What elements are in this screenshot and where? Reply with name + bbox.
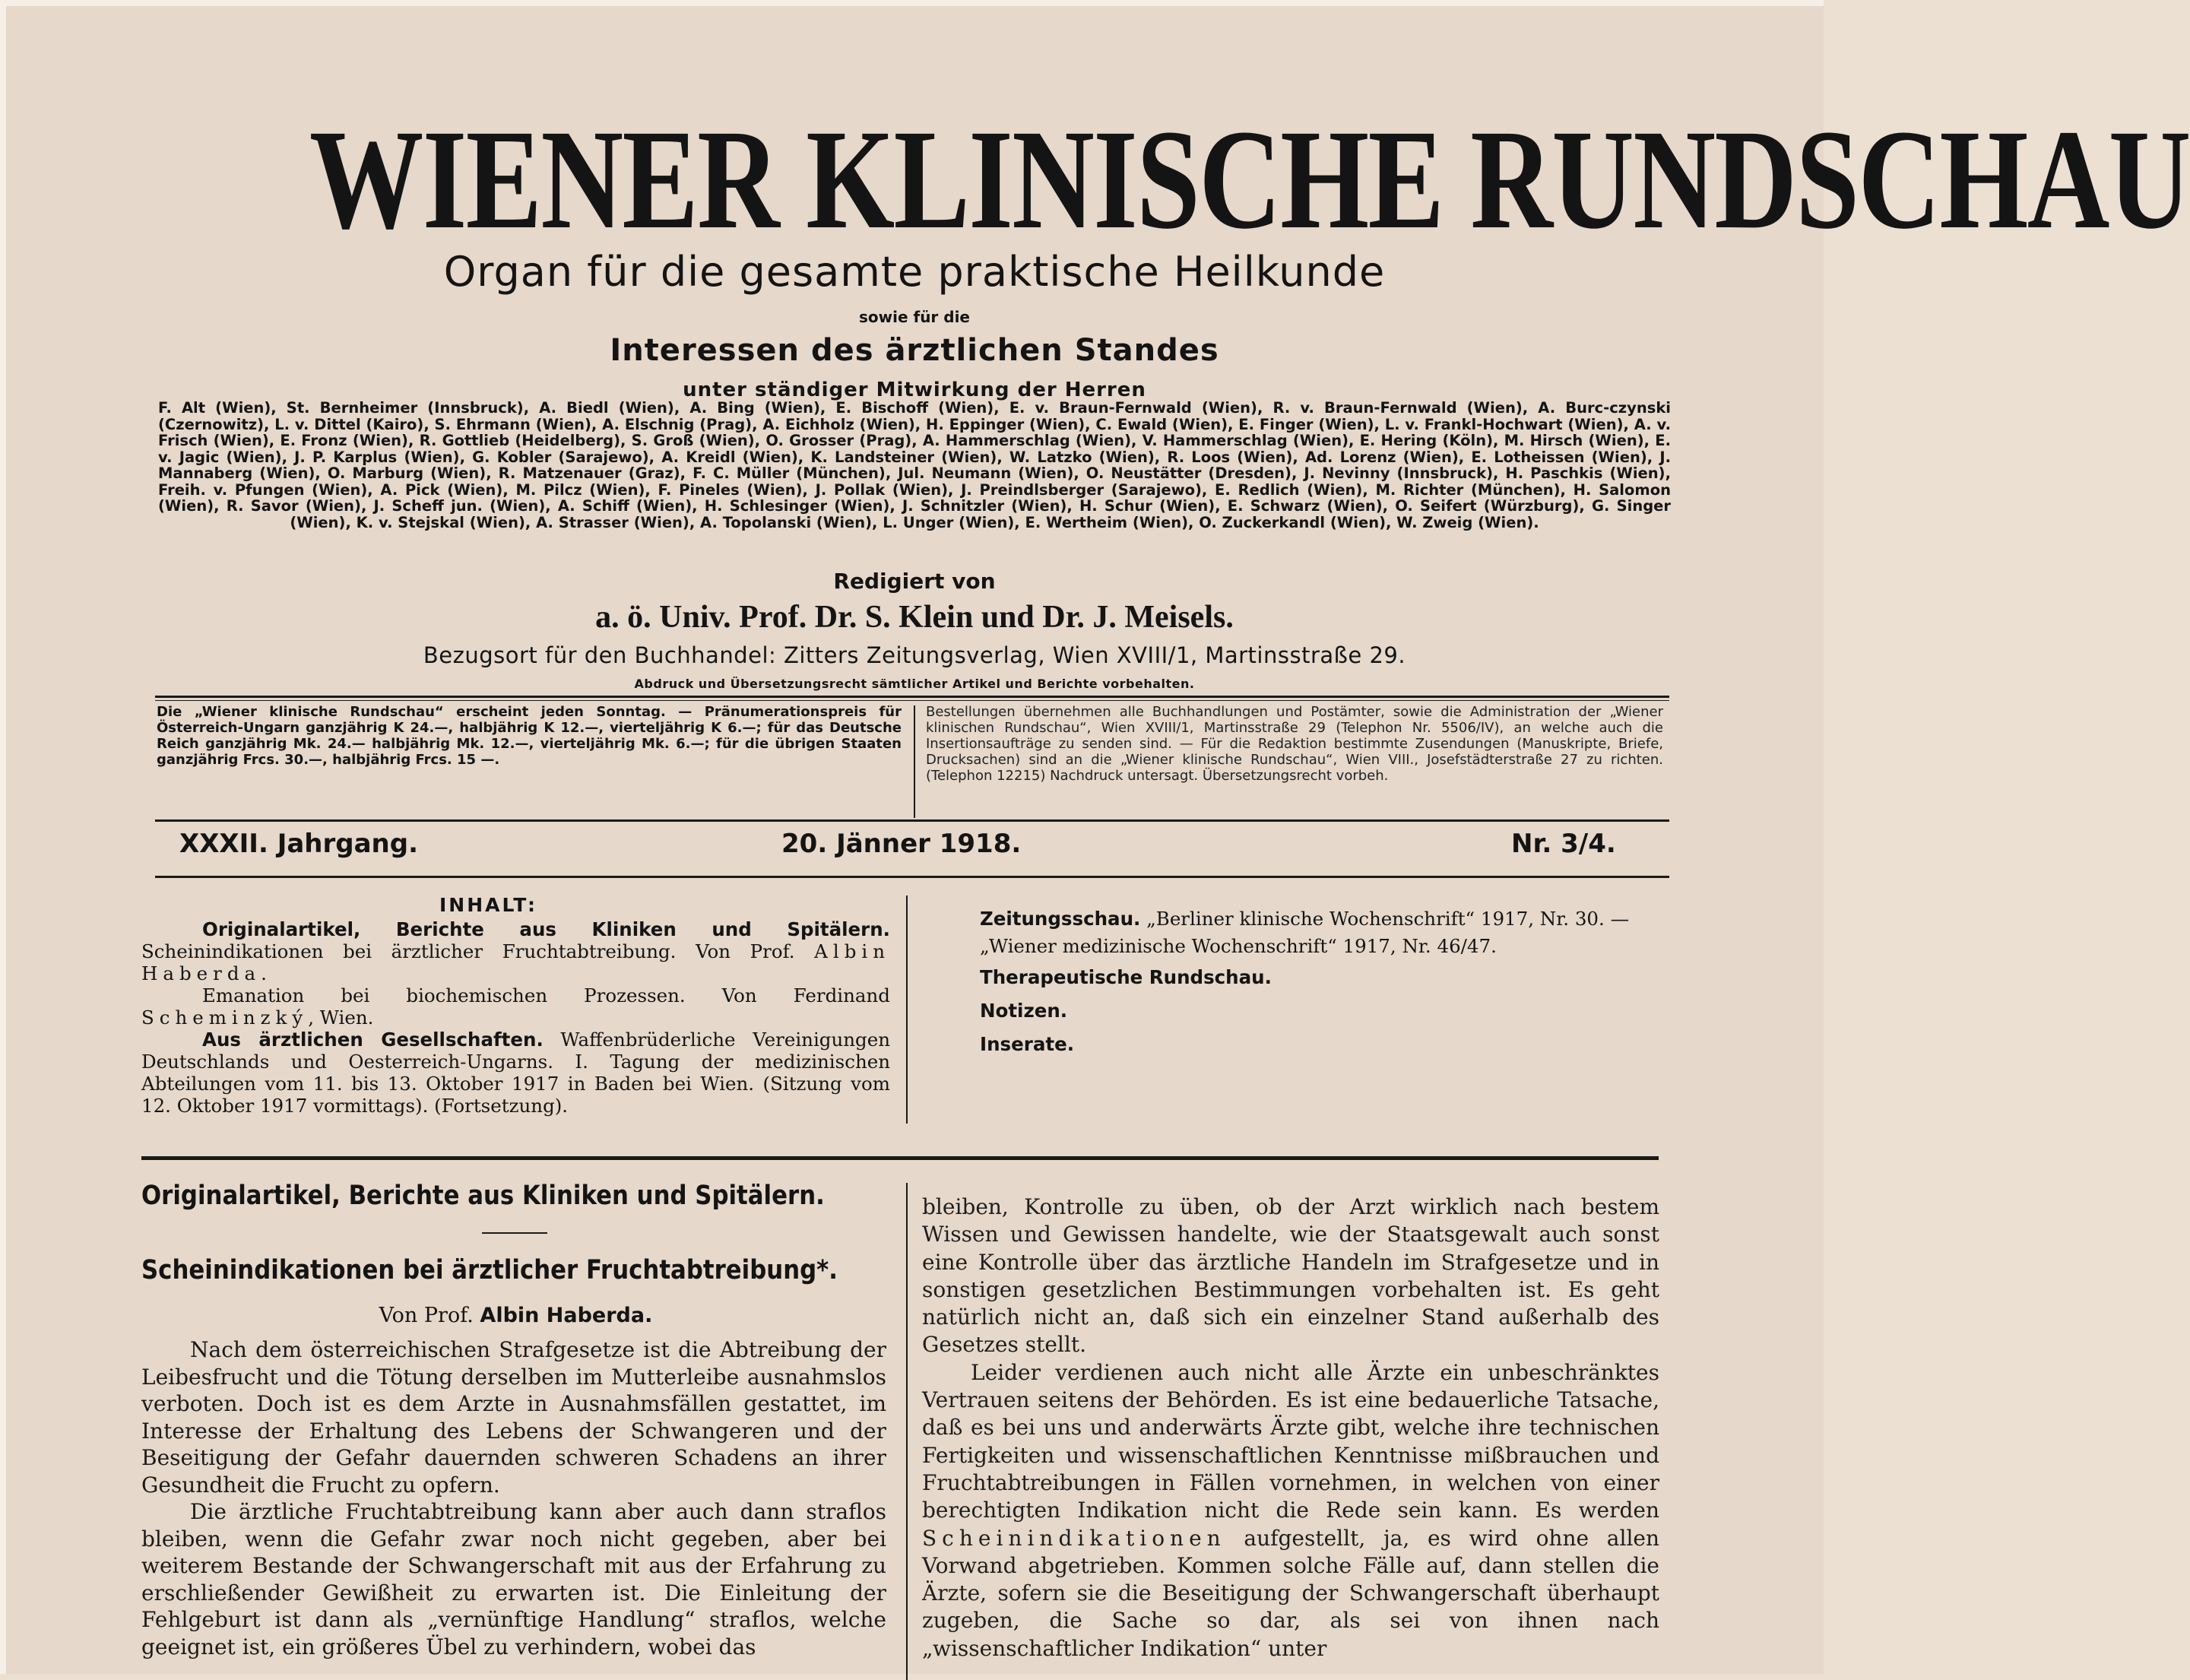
toc-entry: Therapeutische Rundschau. [980, 966, 1272, 988]
toc-entry: Notizen. [980, 1000, 1068, 1022]
issue-bottom-rule [155, 876, 1669, 878]
toc-entry: Originalartikel, Berichte aus Kliniken und Spitälern. Scheinindikationen bei ärztlicher Fruchtabtreibung. Von Prof. Albin Haberda. [141, 918, 890, 984]
rights-notice: Abdruck und Übersetzungsrecht sämtlicher Artikel und Berichte vorbehalten. [634, 677, 1195, 691]
volume-label: XXXII. Jahrgang. [179, 829, 419, 859]
sowie-line: sowie für die [858, 308, 970, 326]
contributors-list: F. Alt (Wien), St. Bernheimer (Innsbruck), A. Biedl (Wien), A. Bing (Wien), E. Bischoff (Wien), E. v. Braun-Fernwald (Wien), R. v. Braun-Fernwald (Wien), A. Burc-czynski (Czernowitz), L. v. Dittel (Kairo), S. Ehrmann (Wien), A. Elschnig (Prag), A. Eichholz (Wien), H. Eppinger (Wien), C. Ewald (Wien), E. Finger (Wien), L. v. Frankl-Hochwart (Wien), A. v. Frisch (Wien), E. Fronz (Wien), R. Gottlieb (Heidelberg), S. Groß (Wien), O. Grosser (Prag), A. Hammerschlag (Wien), V. Hammerschlag (Wien), E. Hering (Köln), M. Hirsch (Wien), E. v. Jagic (Wien), J. P. Karplus (Wien), G. Kobler (Sarajewo), A. Kreidl (Wien), K. Landsteiner (Wien), W. Latzko (Wien), R. Loos (Wien), Ad. Lorenz (Wien), E. Lotheissen (Wien), J. Mannaberg (Wien), O. Marburg (Wien), R. Matzenauer (Graz), F. C. Müller (München), Jul. Neumann (Wien), O. Neustätter (Dresden), J. Nevinny (Innsbruck), H. Paschkis (Wien), Freih. v. Pfungen (Wien), A. Pick (Wien), M. Pilcz (Wien), F. Pineles (Wien), J. Pollak (Wien), J. Preindlsberger (Sarajewo), E. Redlich (Wien), M. Richter (München), H. Salomon (Wien), R. Savor (Wien), J. Scheff jun. (Wien), A. Schiff (Wien), H. Schlesinger (Wien), J. Schnitzler (Wien), H. Schur (Wien), E. Schwarz (Wien), O. Seifert (Würzburg), G. Singer (Wien), K. v. Stejskal (Wien), A. Strasser (Wien), A. Topolanski (Wien), L. Unger (Wien), E. Wertheim (Wien), O. Zuckerkandl (Wien), W. Zweig (Wien). [158, 399, 1671, 531]
article-paragraph: bleiben, Kontrolle zu üben, ob der Arzt wirklich nach bestem Wissen und Gewissen handelte, wie der Staatsgewalt auch sonst eine Kontrolle über das ärztliche Handeln im Strafgesetze und in sonstigen gesetzlichen Bestimmungen vorbehalten ist. Es geht natürlich nicht an, daß sich ein einzelner Stand außerhalb des Gesetzes stellt. [922, 1194, 1659, 1358]
issue-line [173, 821, 1640, 867]
toc-entry: Emanation bei biochemischen Prozessen. Von Ferdinand Scheminzký, Wien. [141, 984, 890, 1029]
article-paragraph: Nach dem österreichischen Strafgesetze ist die Abtreibung der Leibesfrucht und die Tötung derselben im Mutterleibe ausnahmslos verboten. Doch ist es dem Arzte in Ausnahmsfällen gestattet, im Interesse der Erhaltung des Lebens der Schwangeren und der Beseitigung der Gefahr dauernden schweren Schadens an ihrer Gesundheit die Frucht zu opfern. [141, 1337, 886, 1498]
article-title: Scheinindikationen bei ärztlicher Fruchtabtreibung*. [141, 1255, 838, 1285]
article-paragraph: Die ärztliche Fruchtabtreibung kann aber auch dann straflos bleiben, wenn die Gefahr zwar noch nicht gegeben, aber bei weiterem Bestande der Schwangerschaft mit aus der Erfahrung zu erschließender Gewißheit zu erwarten ist. Die Einleitung der Fehlgeburt ist dann als „vernünftige Handlung“ straflos, welche geeignet ist, ein größeres Übel zu verhindern, wobei das [141, 1499, 886, 1659]
issue-number: Nr. 3/4. [1511, 829, 1616, 859]
redigiert-line: Redigiert von [833, 569, 996, 594]
top-double-rule-thin [155, 700, 1669, 701]
interessen-line: Interessen des ärztlichen Standes [610, 333, 1219, 368]
subscription-info: Die „Wiener klinische Rundschau“ erscheint jeden Sonntag. — Pränumerationspreis für Österreich-Ungarn ganzjährig K 24.—, halbjährig K 12.—, vierteljährig K 6.—; für das Deutsche Reich ganzjährig Mk. 24.— halbjährig Mk. 12.—, vierteljährig Mk. 6.—; für die übrigen Staaten ganzjährig Frcs. 30.—, halbjährig Frcs. 15 —. [157, 704, 902, 768]
toc-entry: Aus ärztlichen Gesellschaften. Waffenbrüderliche Vereinigungen Deutschlands und Oesterreich-Ungarns. I. Tagung der medizinischen Abteilungen vom 11. bis 13. Oktober 1917 in Baden bei Wien. (Sitzung vom 12. Oktober 1917 vormittags). (Fortsetzung). [141, 1029, 890, 1117]
section-heading: Originalartikel, Berichte aus Kliniken und Spitälern. [141, 1181, 825, 1211]
masthead-subtitle: Organ für die gesamte praktische Heilkunde [443, 248, 1386, 296]
article-paragraph: Leider verdienen auch nicht alle Ärzte ein unbeschränktes Vertrauen seitens der Behörden. Es ist eine bedauerliche Tatsache, daß es bei uns und anderwärts Ärzte gibt, welche ihre technischen Fertigkeiten und wissenschaftlichen Kenntnisse mißbrauchen und Fruchtabtreibungen in Fällen vornehmen, in welchen von einer berechtigten Indikation nicht die Rede sein kann. Es werden Scheinindikationen aufgestellt, ja, es wird ohne allen Vorwand abgetrieben. Kommen solche Fälle auf, dann stellen die Ärzte, sofern sie die Beseitigung der Schwangerschaft überhaupt zugeben, die Sache so dar, als sei von ihnen nach „wissenschaftlicher Indikation“ unter [922, 1359, 1659, 1661]
mitwirkung-line: unter ständiger Mitwirkung der Herren [683, 379, 1146, 401]
article-body-left [141, 1336, 886, 1660]
ordering-info: Bestellungen übernehmen alle Buchhandlungen und Postämter, sowie die Administration der „Wiener klinischen Rundschau“, Wien XVIII/1, Martinsstraße 29 (Telephon Nr. 5506/IV), an welche auch die Insertionsaufträge zu senden sind. — Für die Redaktion bestimmte Zusendungen (Manuskripte, Briefe, Drucksachen) sind an die „Wiener klinische Rundschau“, Wien VIII., Josefstädterstraße 27 zu richten. (Telephon 12215) Nachdruck untersagt. Übersetzungsrecht vorbeh. [926, 704, 1663, 784]
toc-title: INHALT: [439, 894, 537, 916]
bezugsort-line: Bezugsort für den Buchhandel: Zitters Zeitungsverlag, Wien XVIII/1, Martinsstraße 29. [423, 642, 1406, 668]
toc-entry: Inserate. [980, 1033, 1075, 1055]
article-body-right [922, 1193, 1659, 1663]
toc-entry: Zeitungsschau. „Berliner klinische Wochenschrift“ 1917, Nr. 30. — „Wiener medizinische Wochenschrift“ 1917, Nr. 46/47. [980, 908, 1630, 957]
heading-short-rule [482, 1232, 547, 1234]
editors-line: a. ö. Univ. Prof. Dr. S. Klein und Dr. J. Meisels. [595, 600, 1234, 635]
toc-left-column [141, 918, 890, 1117]
masthead-title: WIENER KLINISCHE RUNDSCHAU [309, 100, 2190, 258]
toc-bottom-rule [141, 1156, 1659, 1160]
top-double-rule [155, 696, 1669, 698]
issue-date: 20. Jänner 1918. [781, 829, 1022, 859]
toc-right-column [922, 905, 1671, 1059]
article-byline: Von Prof. Albin Haberda. [379, 1304, 653, 1327]
info-column-divider [914, 705, 915, 818]
toc-column-divider [906, 895, 908, 1124]
article-column-divider [906, 1183, 908, 1680]
